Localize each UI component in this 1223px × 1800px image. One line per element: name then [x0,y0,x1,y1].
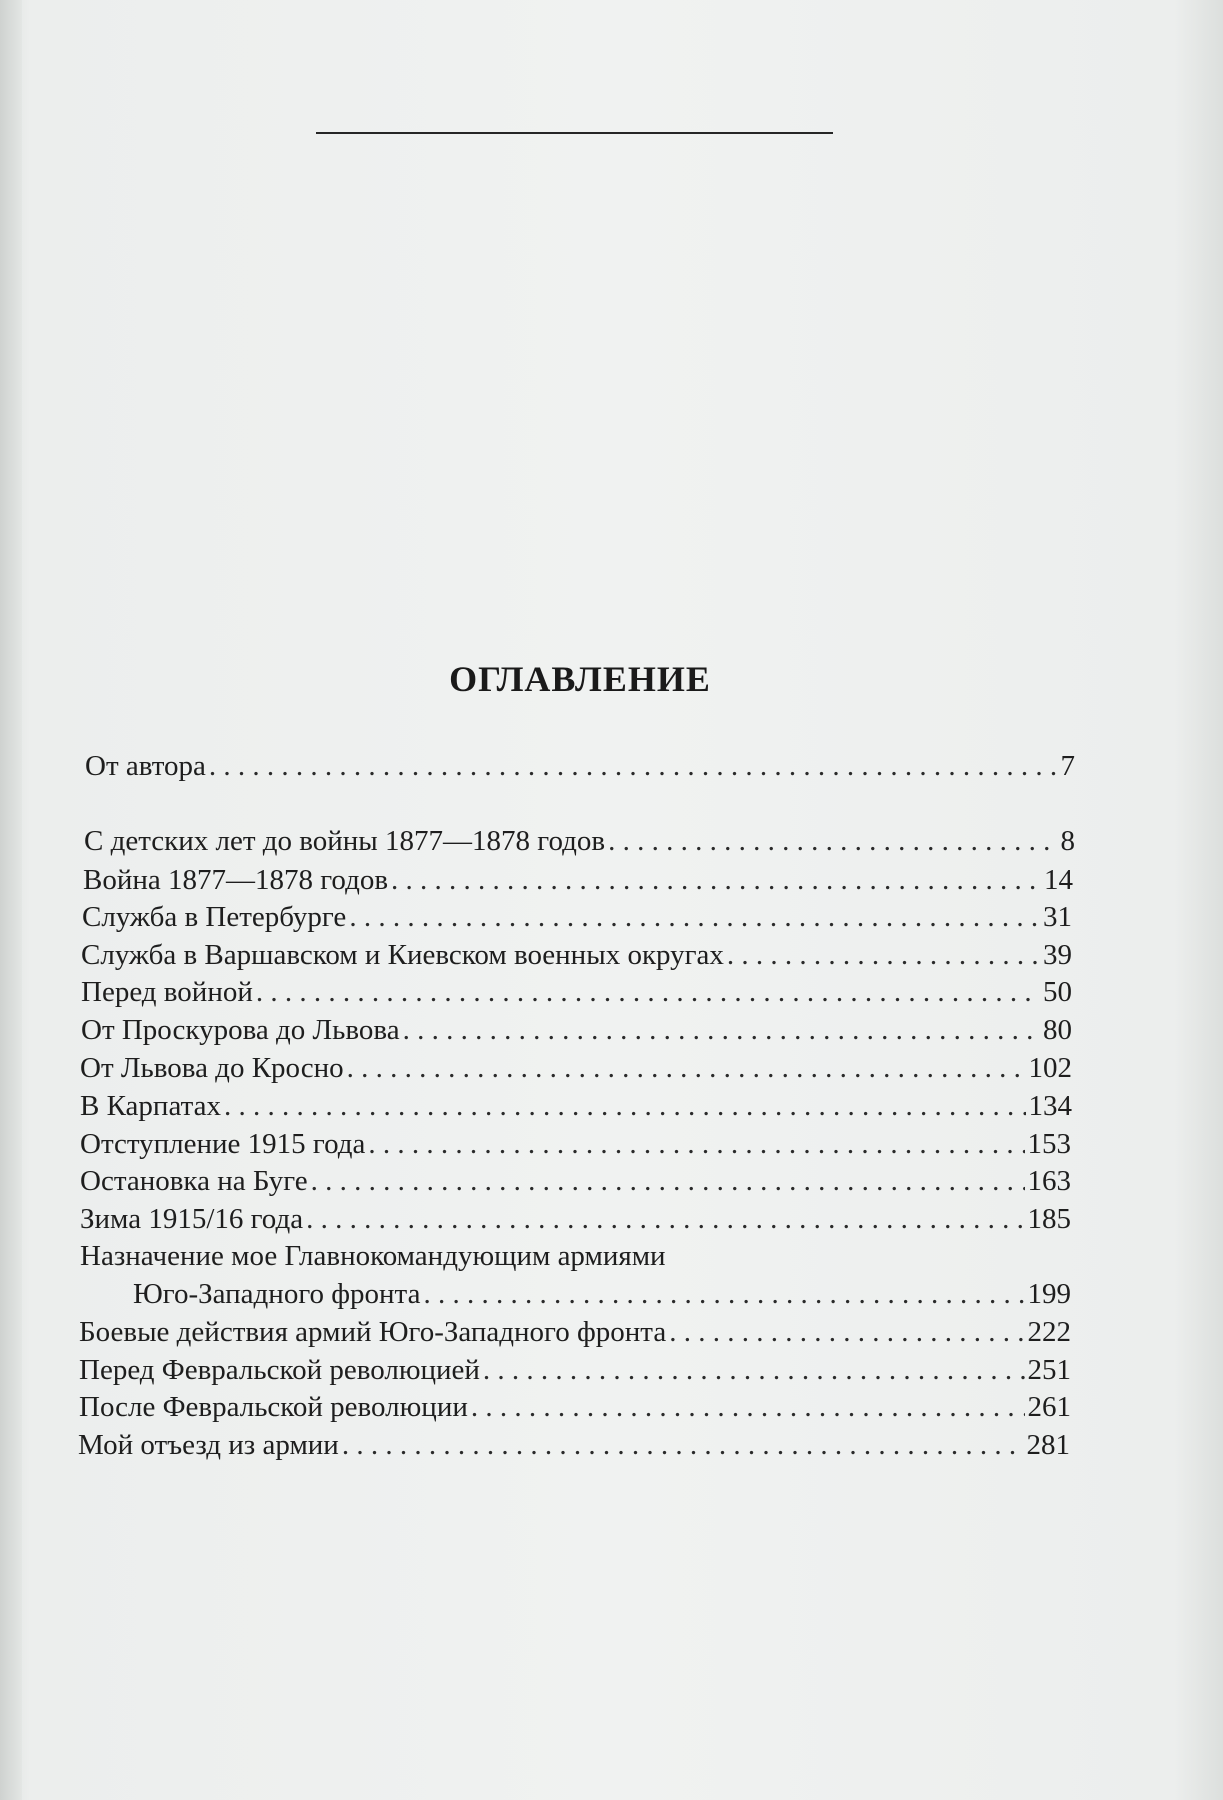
toc-entry-page: 261 [1027,1391,1071,1423]
toc-entry [133,1275,1071,1313]
toc-entry-label: От Проскурова до Львова [81,1014,400,1046]
toc-leader-dots [608,822,1057,860]
toc-leader-dots [311,1162,1025,1200]
toc-entry [80,1125,1071,1163]
toc-entry-page: 80 [1043,1014,1072,1046]
toc-entry-page: 14 [1044,864,1073,896]
toc-leader-dots [347,1049,1026,1087]
toc-leader-dots [727,936,1040,974]
toc-entry-label: С детских лет до войны 1877—1878 годов [84,825,606,857]
toc-entry-page: 281 [1026,1429,1070,1461]
toc-entry [82,898,1072,936]
toc-leader-dots [368,1125,1024,1163]
toc-entry [79,1313,1071,1351]
toc-leader-dots [483,1351,1025,1389]
toc-entry-label: Война 1877—1878 годов [83,864,389,896]
toc-entry [80,1200,1071,1238]
toc-entry-label: Перед войной [81,976,253,1008]
toc-entry [85,747,1075,785]
toc-entry [80,1087,1072,1125]
toc-leader-dots [306,1200,1024,1238]
toc-entry-page: 153 [1027,1128,1071,1160]
toc-entry-label: Боевые действия армий Юго-Западного фронта [79,1316,667,1348]
toc-title: ОГЛАВЛЕНИЕ [449,659,711,699]
top-horizontal-rule [316,132,833,134]
toc-leader-dots [669,1313,1024,1351]
toc-entry-label: После Февральской революции [79,1391,468,1423]
toc-entry [81,973,1072,1011]
toc-leader-dots [423,1275,1024,1313]
toc-entry [78,1426,1070,1464]
toc-leader-dots [256,973,1040,1011]
toc-entry-label: Юго-Западного фронта [133,1278,421,1310]
toc-entry-label: Назначение мое Главнокомандующим армиями [80,1240,666,1272]
toc-leader-dots [403,1011,1040,1049]
toc-entry [81,1011,1072,1049]
toc-entry-page: 39 [1043,939,1072,971]
toc-entry-label: Остановка на Буге [80,1165,308,1197]
toc-leader-dots [224,1087,1026,1125]
toc-leader-dots [349,898,1040,936]
toc-entry-page: 31 [1043,901,1072,933]
page-gutter-shadow [0,0,22,1800]
toc-entry-label: Отступление 1915 года [80,1128,366,1160]
toc-entry-page: 251 [1027,1354,1071,1386]
toc-entry-label: Мой отъезд из армии [78,1429,339,1461]
toc-entry-page: 163 [1027,1165,1071,1197]
toc-entry-label: Зима 1915/16 года [80,1203,304,1235]
toc-entry-label: Служба в Варшавском и Киевском военных округах [81,939,724,971]
toc-leader-dots [342,1426,1024,1464]
toc-entry [80,1162,1071,1200]
toc-entry [81,936,1072,974]
toc-entry-label: От Львова до Кросно [80,1052,344,1084]
toc-entry-label: От автора [85,750,206,782]
toc-entry-label: Служба в Петербурге [82,901,347,933]
toc-entry-label: Перед Февральской революцией [79,1354,480,1386]
toc-entry-label: В Карпатах [80,1090,221,1122]
toc-entry [79,1388,1071,1426]
toc-entry-page: 8 [1060,825,1075,857]
toc-entry [84,822,1075,860]
toc-entry-page: 102 [1028,1052,1072,1084]
toc-entry-page: 7 [1060,750,1075,782]
toc-entry-page: 185 [1027,1203,1071,1235]
toc-entry-page: 134 [1028,1090,1072,1122]
toc-leader-dots [471,1388,1025,1426]
toc-entry-page: 222 [1027,1316,1071,1348]
toc-entry-page: 50 [1043,976,1072,1008]
toc-leader-dots [209,747,1058,785]
toc-entry [80,1049,1072,1087]
toc-entry-page: 199 [1027,1278,1071,1310]
toc-entry [83,861,1073,899]
toc-leader-dots [391,861,1041,899]
toc-entry [79,1351,1071,1389]
